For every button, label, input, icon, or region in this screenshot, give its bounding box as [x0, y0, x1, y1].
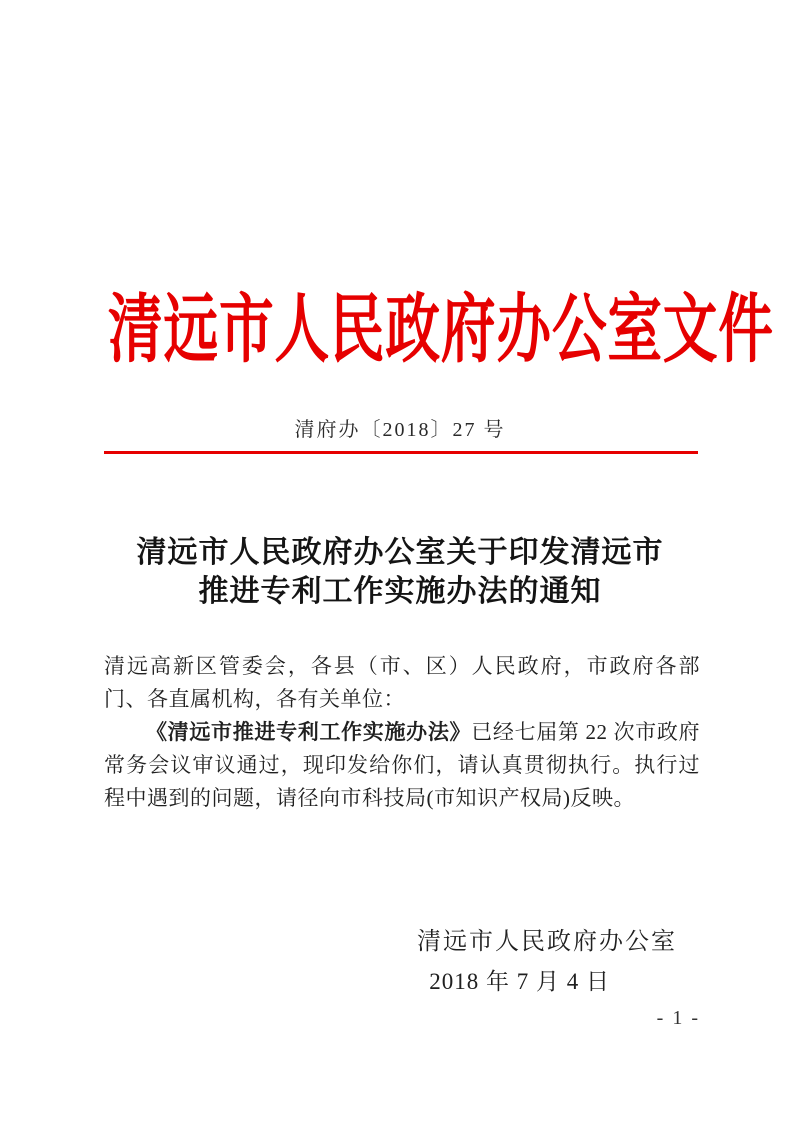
page-number: - 1 -	[656, 1007, 700, 1029]
body-paragraph	[104, 716, 700, 815]
notice-title	[0, 533, 800, 611]
signature-date: 2018 年 7 月 4 日	[429, 969, 610, 994]
notice-title-line2: 推进专利工作实施办法的通知	[198, 575, 602, 608]
red-divider-line	[104, 451, 698, 454]
body-paragraph-text: 已经七届第 22 次市政府常务会议审议通过，现印发给你们，请认真贯彻执行。执行过程中遇到的问题，请径向市科技局(市知识产权局)反映。	[104, 720, 701, 810]
book-title-emphasis: 《清远市推进专利工作实施办法》	[146, 720, 472, 744]
signature-organization: 清远市人民政府办公室	[417, 929, 677, 955]
addressee-line: 清远高新区管委会，各县（市、区）人民政府，市政府各部门、各直属机构，各有关单位：	[104, 654, 700, 711]
document-body	[104, 650, 700, 815]
document-number: 清府办〔2018〕27 号	[294, 419, 506, 441]
red-masthead-title: 清远市人民政府办公室文件	[108, 289, 774, 372]
notice-title-line1: 清远市人民政府办公室关于印发清远市	[136, 536, 664, 569]
